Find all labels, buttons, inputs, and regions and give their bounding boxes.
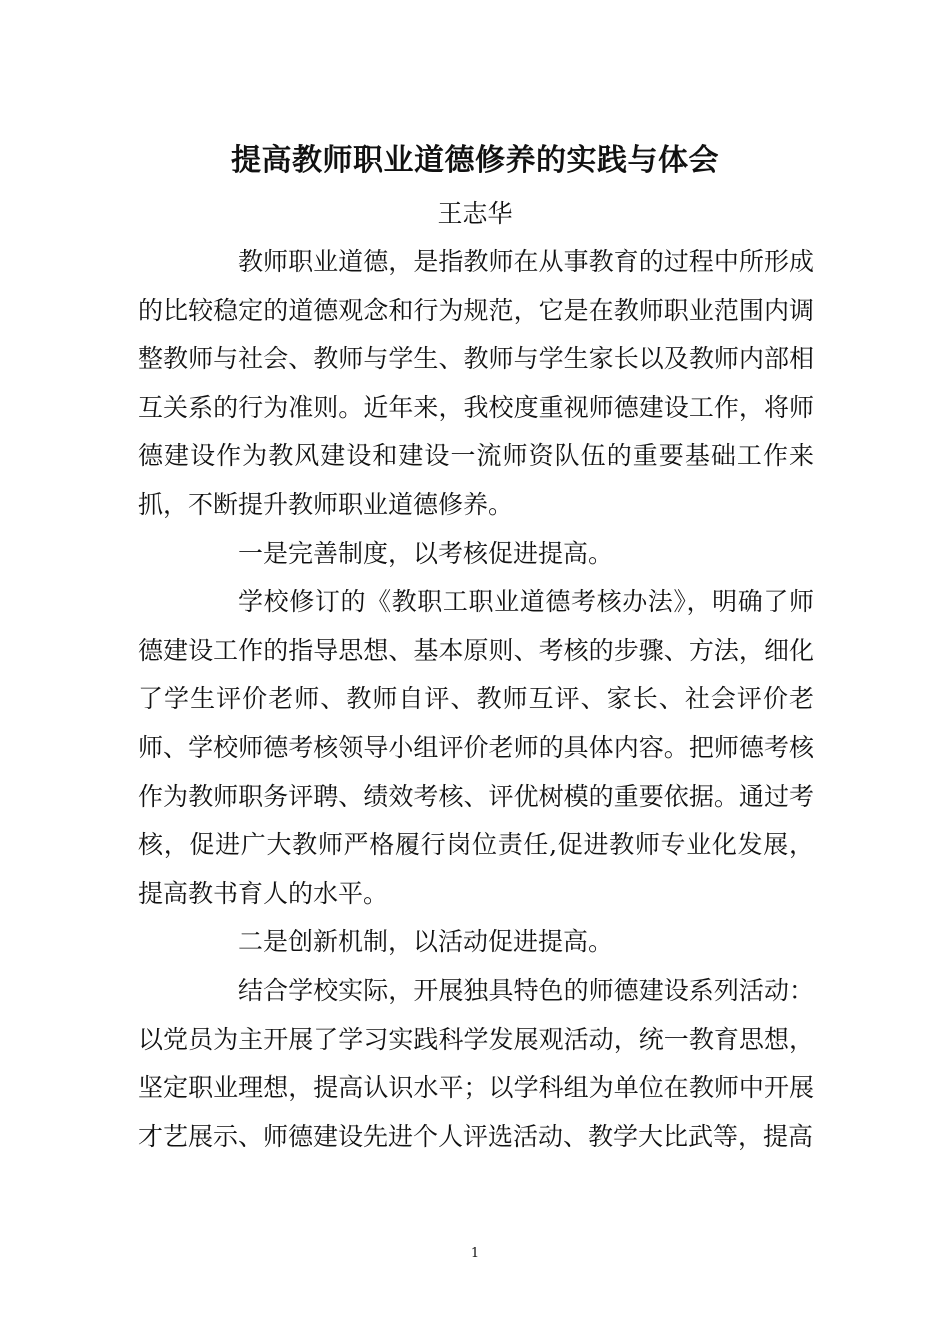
paragraph-intro: 教师职业道德，是指教师在从事教育的过程中所形成的比较稳定的道德观念和行为规范，它是在教师职业范围内调整教师与社会、教师与学生、教师与学生家长以及教师内部相互关系的行为准则。近年来，我校度重视师德建设工作，将师德建设作为教风建设和建设一流师资队伍的重要基础工作来抓，不断提升教师职业道德修养。 (138, 247, 814, 519)
document-body (138, 238, 814, 1161)
page-number: 1 (470, 1246, 480, 1261)
paragraph-heading-1: 一是完善制度，以考核促进提高。 (238, 538, 614, 568)
paragraph-heading-2: 二是创新机制，以活动促进提高。 (238, 927, 614, 957)
paragraph-activities: 结合学校实际，开展独具特色的师德建设系列活动：以党员为主开展了学习实践科学发展观活动，统一教育思想，坚定职业理想，提高认识水平；以学科组为单位在教师中开展才艺展示、师德建设先进个人评选活动、教学大比武等，提高 (138, 975, 814, 1151)
document-title: 提高教师职业道德修养的实践与体会 (231, 143, 719, 178)
document-author: 王志华 (437, 199, 513, 228)
paragraph-assessment: 学校修订的《教职工职业道德考核办法》，明确了师德建设工作的指导思想、基本原则、考核的步骤、方法，细化了学生评价老师、教师自评、教师互评、家长、社会评价老师、学校师德考核领导小组评价老师的具体内容。把师德考核作为教师职务评聘、绩效考核、评优树模的重要依据。通过考核，促进广大教师严格履行岗位责任,促进教师专业化发展，提高教书育人的水平。 (138, 587, 814, 908)
